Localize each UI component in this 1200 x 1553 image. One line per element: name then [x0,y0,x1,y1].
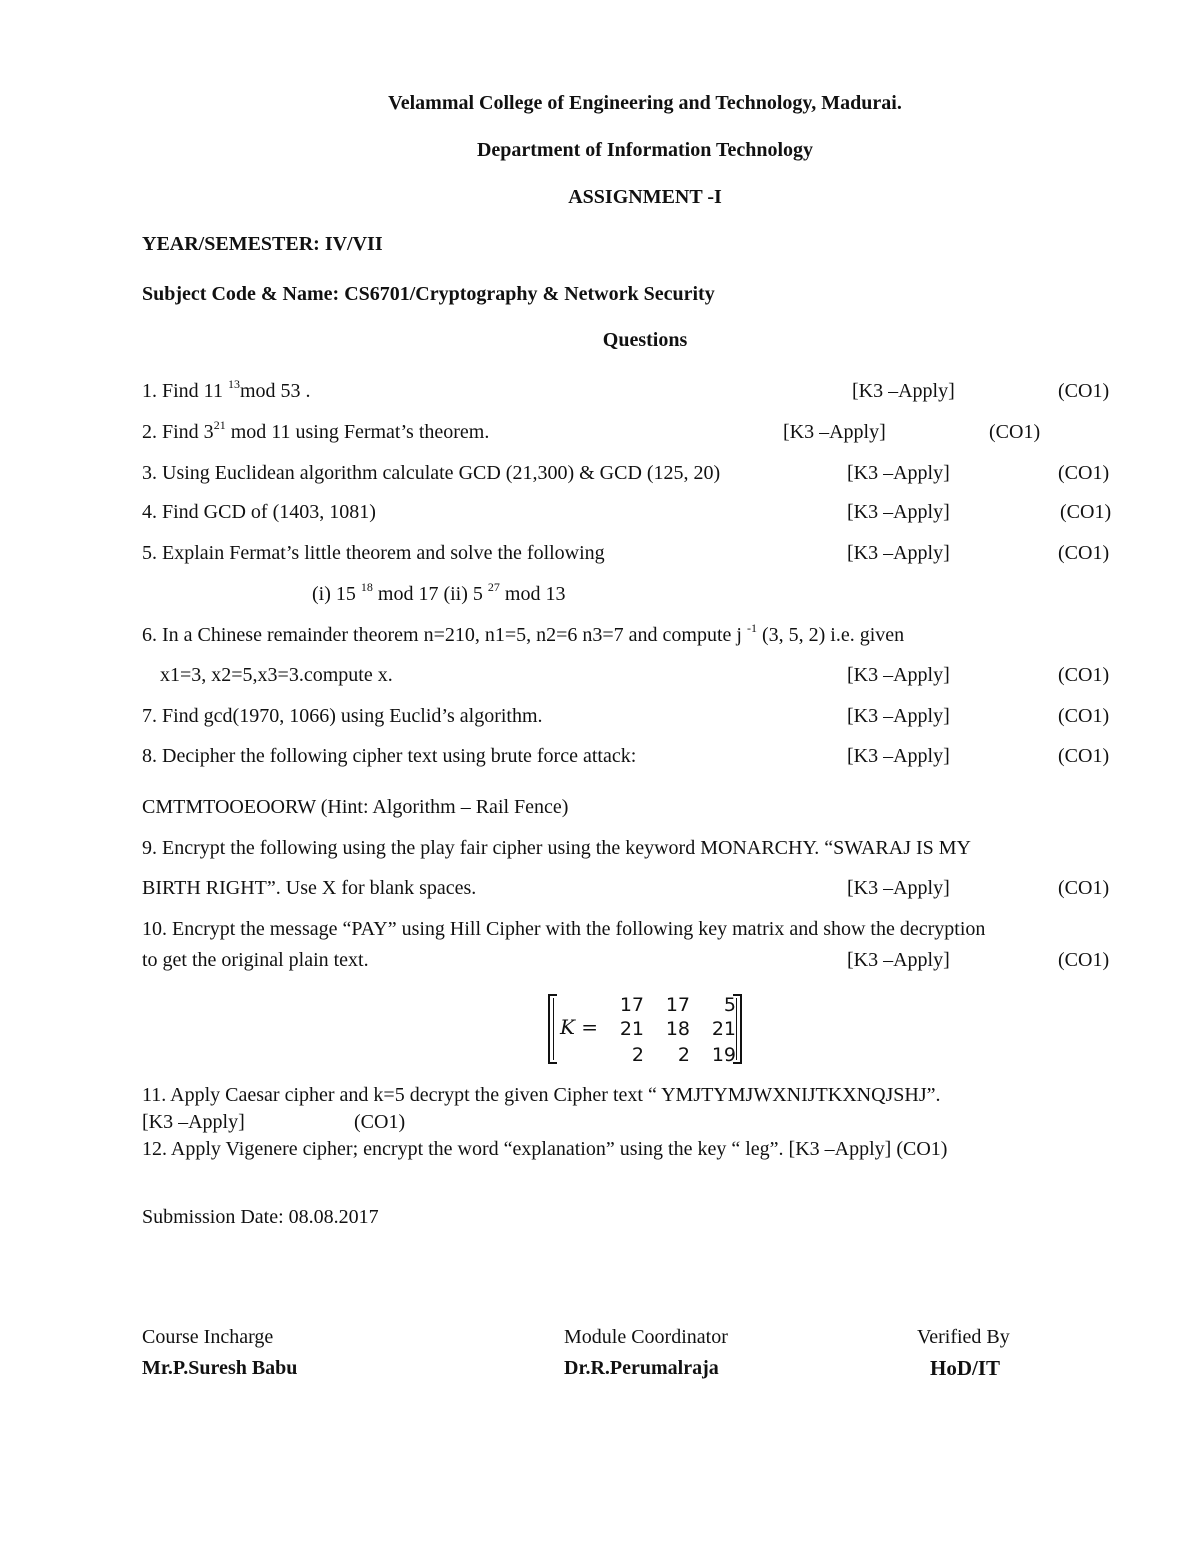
bloom-level: [K3 –Apply] [847,542,950,564]
matrix-cell: 5 [723,994,736,1016]
bloom-level: [K3 –Apply] [142,1111,245,1133]
question-12: 12. Apply Vigenere cipher; encrypt the word “explanation” using the key “ leg”. [K3 –Apply] (CO1) [142,1138,948,1160]
matrix-cell: 21 [619,1018,644,1040]
matrix-left-bracket [548,994,557,1064]
question-6: 6. In a Chinese remainder theorem n=210, n1=5, n2=6 n3=7 and compute j $^{-1}$ (3, 5, 2) i.e. given [142,621,905,646]
question-2: 2. Find $3^{21}$ mod 11 using Fermat’s theorem. [142,418,490,443]
course-outcome: (CO1) [989,421,1041,443]
bloom-level: [K3 –Apply] [847,462,950,484]
question-11: 11. Apply Caesar cipher and k=5 decrypt the given Cipher text “ YMJTYMJWXNIJTKXNQJSHJ”. [142,1084,941,1106]
matrix-label: K = [560,1015,599,1039]
year-semester: YEAR/SEMESTER: IV/VII [142,233,383,255]
course-outcome: (CO1) [1058,664,1110,686]
signature-role: Course Incharge [142,1326,274,1348]
course-outcome: (CO1) [1058,877,1110,899]
matrix-cell: 21 [711,1018,736,1040]
subject-line: Subject Code & Name: CS6701/Cryptography & Network Security [142,283,715,305]
matrix-cell: 19 [711,1044,736,1066]
question-4: 4. Find GCD of (1403, 1081) [142,501,376,523]
question-5: 5. Explain Fermat’s little theorem and solve the following [142,542,605,564]
course-outcome: (CO1) [354,1111,406,1133]
submission-date: Submission Date: 08.08.2017 [142,1206,379,1228]
assignment-title: ASSIGNMENT -I [568,186,722,208]
course-outcome: (CO1) [1060,501,1112,523]
question-10: 10. Encrypt the message “PAY” using Hill Cipher with the following key matrix and show the decryption [142,918,986,940]
signature-role: Module Coordinator [564,1326,728,1348]
question-6-line-2: x1=3, x2=5,x3=3.compute x. [160,664,393,686]
question-5-subparts: (i) 15 $^{18}$ mod 17 (ii) 5 $^{27}$ mod 13 [312,580,566,605]
signature-name: Mr.P.Suresh Babu [142,1357,298,1379]
signature-name: Dr.R.Perumalraja [564,1357,719,1379]
bloom-level: [K3 –Apply] [783,421,886,443]
question-9: 9. Encrypt the following using the play fair cipher using the keyword MONARCHY. “SWARAJ IS MY [142,837,971,859]
question-3: 3. Using Euclidean algorithm calculate GCD (21,300) & GCD (125, 20) [142,462,721,484]
matrix-cell: 2 [677,1044,690,1066]
signature-role: Verified By [917,1326,1010,1348]
course-outcome: (CO1) [1058,462,1110,484]
key-matrix [548,994,742,1064]
course-outcome: (CO1) [1058,542,1110,564]
matrix-cell: 2 [631,1044,644,1066]
college-name: Velammal College of Engineering and Technology, Madurai. [388,92,902,114]
course-outcome: (CO1) [1058,705,1110,727]
matrix-cell: 17 [619,994,644,1016]
matrix-cell: 18 [665,1018,690,1040]
matrix-cell: 17 [665,994,690,1016]
question-7: 7. Find gcd(1970, 1066) using Euclid’s algorithm. [142,705,543,727]
department-name: Department of Information Technology [476,139,814,161]
course-outcome: (CO1) [1058,380,1110,402]
course-outcome: (CO1) [1058,745,1110,767]
bloom-level: [K3 –Apply] [847,949,950,971]
signature-name: HoD/IT [930,1356,1001,1380]
bloom-level: [K3 –Apply] [847,664,950,686]
course-outcome: (CO1) [1058,949,1110,971]
question-9-line-2: BIRTH RIGHT”. Use X for blank spaces. [142,877,477,899]
bloom-level: [K3 –Apply] [852,380,955,402]
question-8-ciphertext: CMTMTOOEOORW (Hint: Algorithm – Rail Fence) [142,796,569,818]
bloom-level: [K3 –Apply] [847,745,950,767]
bloom-level: [K3 –Apply] [847,705,950,727]
question-1: 1. Find 11 $^{13}$mod 53 . [142,377,311,402]
bloom-level: [K3 –Apply] [847,501,950,523]
questions-heading: Questions [602,329,688,351]
question-10-line-2: to get the original plain text. [142,949,369,971]
question-8: 8. Decipher the following cipher text using brute force attack: [142,745,637,767]
bloom-level: [K3 –Apply] [847,877,950,899]
